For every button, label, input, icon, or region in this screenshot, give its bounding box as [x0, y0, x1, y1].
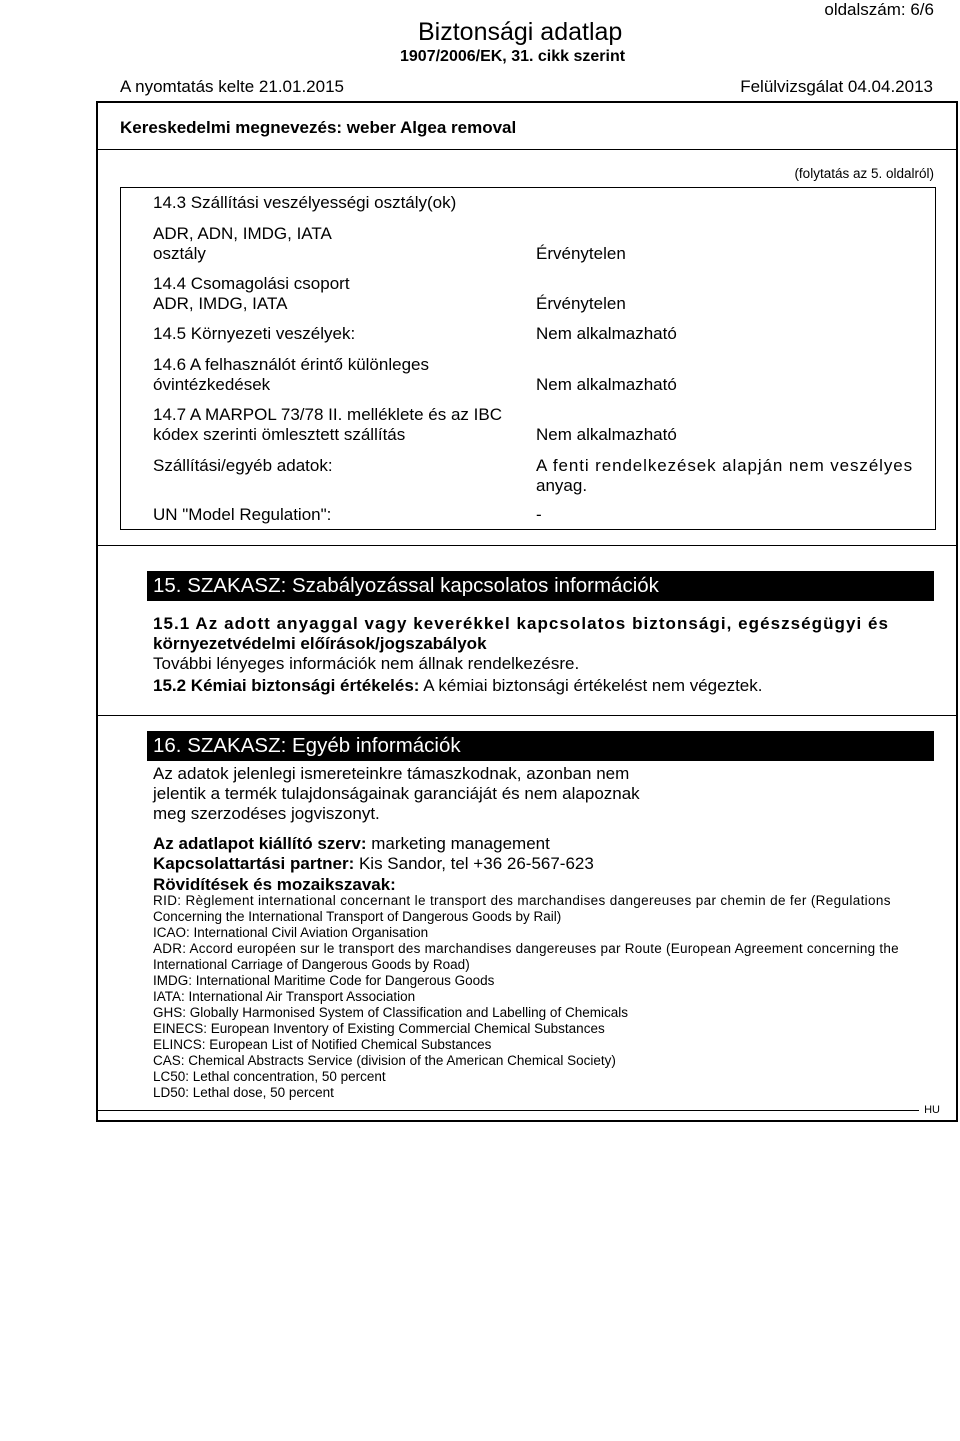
s144-label-line1: 14.4 Csomagolási csoport: [153, 274, 350, 293]
right-border: [956, 101, 958, 1121]
transport-other-value-line1: A fenti rendelkezések alapján nem veszélyes: [536, 456, 914, 475]
abbreviation-line: GHS: Globally Harmonised System of Classification and Labelling of Chemicals: [153, 1005, 628, 1020]
section-15-title: 15. SZAKASZ: Szabályozással kapcsolatos információk: [147, 571, 934, 601]
continued-note: (folytatás az 5. oldalról): [794, 166, 934, 181]
s143-label-line1: ADR, ADN, IMDG, IATA: [153, 224, 332, 243]
language-code: HU: [924, 1104, 940, 1116]
s143-value: Érvénytelen: [536, 244, 626, 263]
issuer-label: Az adatlapot kiállító szerv:: [153, 834, 367, 853]
s143-title: 14.3 Szállítási veszélyességi osztály(ok): [153, 193, 457, 212]
s147-value: Nem alkalmazható: [536, 425, 677, 444]
page-number: oldalszám: 6/6: [824, 0, 934, 19]
abbreviation-line: LD50: Lethal dose, 50 percent: [153, 1085, 334, 1100]
contact-value: Kis Sandor, tel +36 26-567-623: [358, 854, 594, 873]
transport-other-value-line2: anyag.: [536, 476, 588, 495]
issuer-value: marketing management: [371, 834, 550, 853]
abbreviation-line: Concerning the International Transport of Dangerous Goods by Rail): [153, 909, 562, 924]
left-border: [96, 101, 98, 1121]
un-model-label: UN "Model Regulation":: [153, 505, 332, 524]
s146-value: Nem alkalmazható: [536, 375, 677, 394]
contact-row: [153, 854, 594, 874]
abbreviation-line: RID: Règlement international concernant le transport des marchandises dangereuses par chemin de fer (Regulations: [153, 893, 891, 908]
s143-label-line2: osztály: [153, 244, 206, 263]
abbreviation-line: ADR: Accord européen sur le transport des marchandises dangereuses par Route (European Agreement concerning the: [153, 941, 899, 956]
un-model-value: -: [536, 505, 542, 524]
s151-heading-line1: 15.1 Az adott anyaggal vagy keverékkel kapcsolatos biztonsági, egészségügyi és: [153, 614, 890, 633]
trade-name: Kereskedelmi megnevezés: weber Algea removal: [120, 118, 517, 137]
s146-label-line2: óvintézkedések: [153, 375, 271, 394]
abbreviation-line: IATA: International Air Transport Association: [153, 989, 416, 1004]
s16-intro-line3: meg szerzodéses jogviszonyt.: [153, 804, 380, 823]
s147-label-line1: 14.7 A MARPOL 73/78 II. melléklete és az IBC: [153, 405, 502, 424]
s146-label-line1: 14.6 A felhasználót érintő különleges: [153, 355, 429, 374]
abbreviation-line: IMDG: International Maritime Code for Dangerous Goods: [153, 973, 495, 988]
abbreviation-line: International Carriage of Dangerous Goods by Road): [153, 957, 470, 972]
s145-label: 14.5 Környezeti veszélyek:: [153, 324, 356, 343]
transport-other-label: Szállítási/egyéb adatok:: [153, 456, 333, 475]
s152-text: A kémiai biztonsági értékelést nem végeztek.: [423, 676, 763, 695]
section-15-divider: [96, 715, 958, 716]
revision-date: Felülvizsgálat 04.04.2013: [740, 77, 933, 96]
abbreviations-title: Rövidítések és mozaikszavak:: [153, 875, 396, 894]
section-14-divider: [96, 545, 958, 546]
contact-label: Kapcsolattartási partner:: [153, 854, 355, 873]
document-title: Biztonsági adatlap: [418, 18, 623, 46]
trade-name-divider: [96, 149, 958, 150]
s144-value: Érvénytelen: [536, 294, 626, 313]
document-subtitle: 1907/2006/EK, 31. cikk szerint: [400, 48, 626, 65]
s151-text: További lényeges információk nem állnak rendelkezésre.: [153, 654, 580, 673]
bottom-border: [96, 1120, 958, 1122]
abbreviation-line: LC50: Lethal concentration, 50 percent: [153, 1069, 386, 1084]
s152-label: 15.2 Kémiai biztonsági értékelés:: [153, 676, 420, 695]
s16-intro-line2: jelentik a termék tulajdonságainak garanciáját és nem alapoznak: [153, 784, 640, 803]
footer-divider: [96, 1110, 919, 1111]
abbreviation-line: EINECS: European Inventory of Existing Commercial Chemical Substances: [153, 1021, 605, 1036]
issuer-row: [153, 834, 550, 854]
s144-label-line2: ADR, IMDG, IATA: [153, 294, 288, 313]
s151-heading-line2: környezetvédelmi előírások/jogszabályok: [153, 634, 487, 653]
s152-row: [153, 676, 762, 696]
s145-value: Nem alkalmazható: [536, 324, 677, 343]
abbreviation-line: CAS: Chemical Abstracts Service (division of the American Chemical Society): [153, 1053, 616, 1068]
abbreviation-line: ICAO: International Civil Aviation Organisation: [153, 925, 429, 940]
print-date: A nyomtatás kelte 21.01.2015: [120, 77, 344, 96]
section-16-title: 16. SZAKASZ: Egyéb információk: [147, 731, 934, 761]
s16-intro-line1: Az adatok jelenlegi ismereteinkre támaszkodnak, azonban nem: [153, 764, 630, 783]
header-divider: [96, 101, 958, 103]
s147-label-line2: kódex szerinti ömlesztett szállítás: [153, 425, 406, 444]
abbreviation-line: ELINCS: European List of Notified Chemical Substances: [153, 1037, 492, 1052]
